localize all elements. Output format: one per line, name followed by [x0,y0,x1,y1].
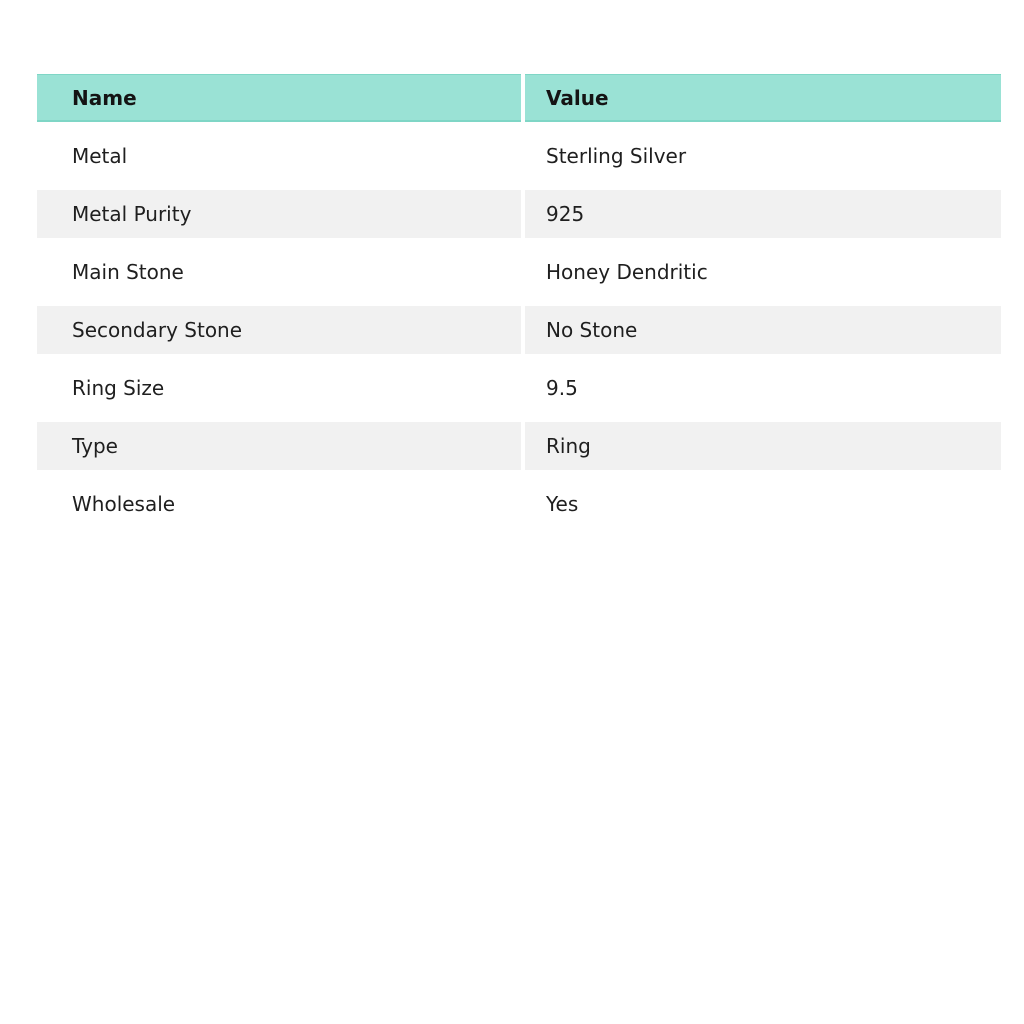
attribute-name: Wholesale [37,480,521,528]
attribute-value: Sterling Silver [525,132,1001,180]
table-row-type [37,422,1001,470]
attribute-value: Yes [525,480,1001,528]
attribute-name: Secondary Stone [37,306,521,354]
attribute-name: Metal Purity [37,190,521,238]
attribute-value: 9.5 [525,364,1001,412]
table-body [37,132,1001,528]
table-header [37,74,1001,122]
attribute-name: Metal [37,132,521,180]
attribute-name: Type [37,422,521,470]
column-header-name: Name [37,74,521,122]
product-attributes-table [33,64,1005,538]
table-row-metal-purity [37,190,1001,238]
header-row [37,74,1001,122]
table-row-secondary-stone [37,306,1001,354]
table-row-ring-size [37,364,1001,412]
attribute-name: Main Stone [37,248,521,296]
attribute-value: 925 [525,190,1001,238]
attribute-name: Ring Size [37,364,521,412]
column-header-value: Value [525,74,1001,122]
table-row-wholesale [37,480,1001,528]
attribute-value: Ring [525,422,1001,470]
attribute-value: Honey Dendritic [525,248,1001,296]
attribute-value: No Stone [525,306,1001,354]
table-row-main-stone [37,248,1001,296]
table-row-metal [37,132,1001,180]
